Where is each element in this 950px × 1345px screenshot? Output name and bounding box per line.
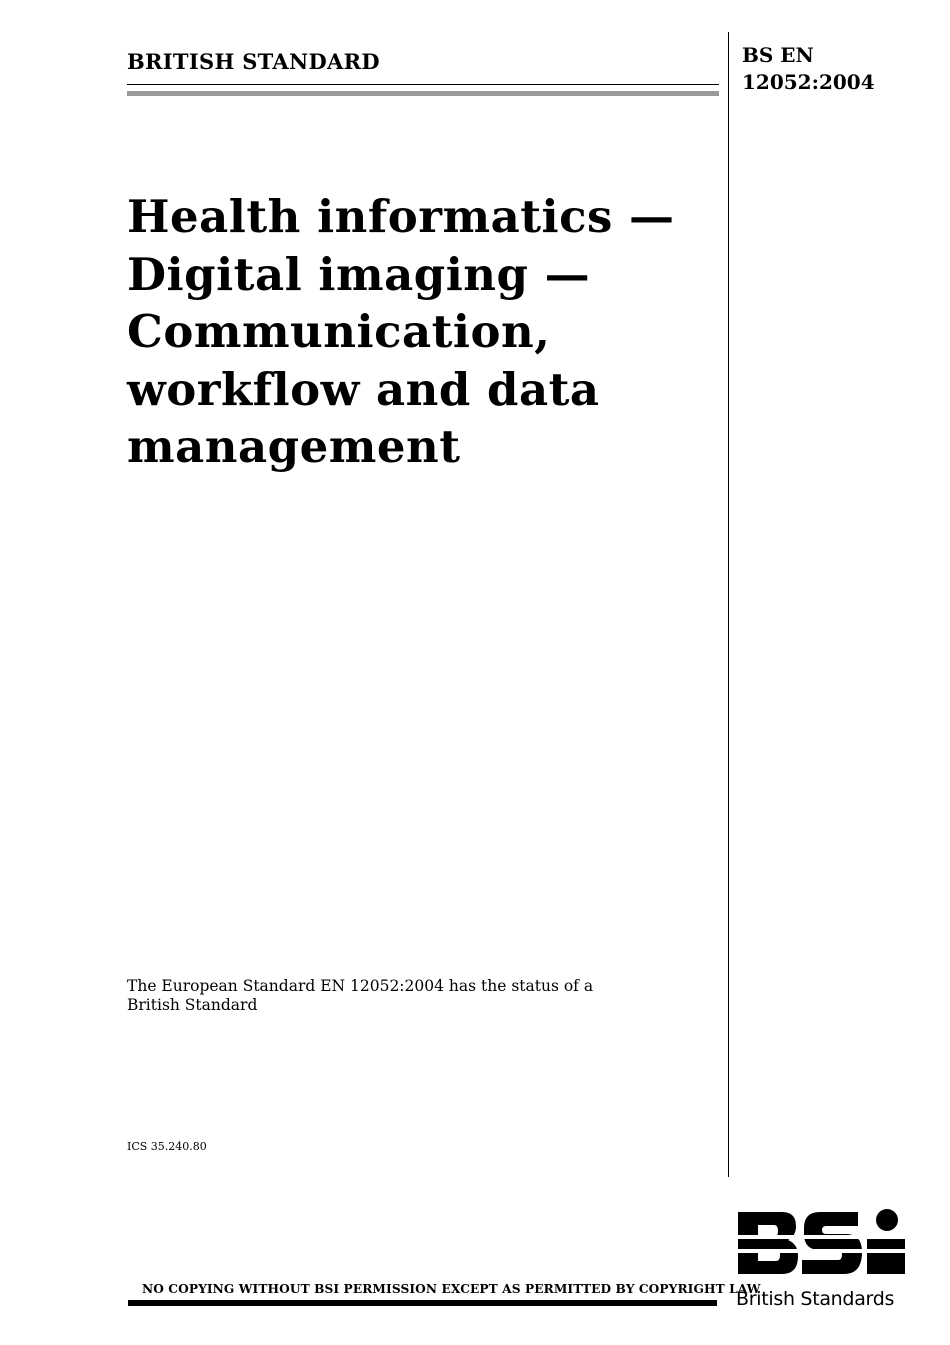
title-line: Communication, [127, 305, 551, 358]
footer-rule [128, 1300, 717, 1306]
document-number [742, 42, 875, 96]
title-line: workflow and data [127, 362, 600, 416]
header-rule-thin [127, 84, 719, 85]
status-statement [127, 977, 647, 1015]
bsi-wordmark-icon [736, 1208, 906, 1280]
standard-type-label: BRITISH STANDARD [127, 49, 380, 74]
bsi-logo-caption: British Standards [736, 1288, 895, 1310]
copyright-notice: NO COPYING WITHOUT BSI PERMISSION EXCEPT AS PERMITTED BY COPYRIGHT LAW [142, 1282, 761, 1296]
title-line: management [127, 420, 461, 473]
document-title [127, 188, 717, 476]
title-line: Health informatics — [127, 190, 675, 243]
status-line: The European Standard EN 12052:2004 has the status of a [127, 977, 594, 995]
title-line: Digital imaging — [127, 247, 591, 301]
status-line: British Standard [127, 996, 258, 1014]
column-divider [728, 32, 729, 1177]
ics-code: ICS 35.240.80 [127, 1140, 207, 1153]
document-number-line2: 12052:2004 [742, 70, 875, 94]
header-rule-thick [127, 91, 719, 96]
document-number-line1: BS EN [742, 43, 814, 67]
